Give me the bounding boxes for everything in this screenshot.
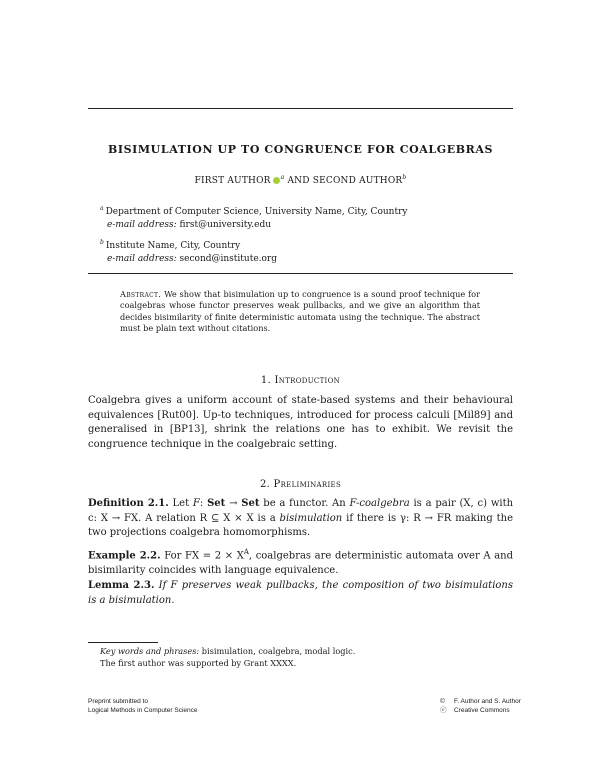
header-bottom-rule — [88, 273, 513, 274]
section-heading-preliminaries: 2. Preliminaries — [259, 479, 342, 490]
author-line — [88, 174, 513, 186]
definition-text-1: Let — [172, 498, 190, 509]
keywords: bisimulation, coalgebra, modal logic. — [201, 646, 356, 656]
preprint-line-1: Preprint submitted to — [88, 698, 148, 705]
email-a[interactable]: first@university.edu — [179, 220, 272, 230]
affiliation-a-name: Department of Computer Science, University Name, City, Country — [105, 207, 408, 217]
support-note: The first author was supported by Grant XXXX. — [100, 658, 297, 668]
second-author-sup: b — [402, 174, 407, 181]
footnote-rule — [88, 642, 158, 643]
copyright-holders: F. Author and S. Author — [454, 698, 521, 705]
keywords-label: Key words and phrases: — [100, 646, 200, 656]
lemma-text: If F preserves weak pullbacks, the composition of two bisimulations is a bisimulation. — [88, 580, 513, 606]
abstract-label: Abstract. — [120, 289, 162, 299]
affiliation-b-name: Institute Name, City, Country — [105, 241, 241, 251]
affiliation-a-sup: a — [100, 205, 104, 212]
definition-term-bisimulation: bisimulation — [279, 512, 343, 524]
definition-set-2: Set — [241, 498, 260, 509]
affiliation-b-sup: b — [100, 239, 104, 246]
copyright-notice — [440, 697, 521, 715]
definition-text-3: is a pair (X, c) with c: X → FX. A relation R ⊆ X × X is a — [88, 498, 514, 524]
second-author: SECOND AUTHOR — [312, 176, 403, 186]
example-label: Example 2.2. — [88, 550, 161, 562]
example-text-1: For FX = 2 × X — [164, 550, 244, 562]
section-heading-introduction: 1. Introduction — [260, 375, 341, 386]
affiliation-a — [100, 202, 407, 232]
intro-paragraph: Coalgebra gives a uniform account of state-based systems and their behavioural equivalences [Rut00]. Up-to techniques, introduced for process calculi [Mil89] and generalised in [BP13], shrink the relations one has to exhibit. We revisit the congruence technique in the coalgebraic setting. — [88, 395, 513, 450]
preprint-line-2: Logical Methods in Computer Science — [88, 707, 198, 714]
paper-title: BISIMULATION UP TO CONGRUENCE FOR COALGEBRAS — [107, 143, 494, 156]
license-text: Creative Commons — [454, 707, 510, 714]
email-label-b: e-mail address: — [107, 254, 177, 264]
email-b[interactable]: second@institute.org — [179, 254, 277, 264]
creative-commons-icon: ⓔ — [440, 707, 447, 714]
first-author: FIRST AUTHOR — [194, 176, 271, 186]
definition-text-4: if there is γ: R → FR making the two projections coalgebra homomorphisms. — [88, 512, 513, 538]
footnotes — [100, 645, 355, 669]
first-author-sup: a — [280, 174, 285, 181]
definition-2-1 — [88, 497, 513, 541]
example-superscript: A — [243, 548, 249, 556]
definition-functor: F — [192, 498, 200, 509]
definition-label: Definition 2.1. — [88, 498, 169, 509]
affiliation-b — [100, 236, 277, 266]
abstract-text: We show that bisimulation up to congruence is a sound proof technique for coalgebras whose functor preserves weak pullbacks, and we give an algorithm that decides bisimilarity of finite deterministic automata using the technique. The abstract must be plain text without citations. — [120, 289, 480, 334]
definition-set-1: Set — [207, 498, 226, 509]
preprint-notice — [88, 697, 197, 715]
definition-text-2: be a functor. An — [263, 498, 346, 509]
lemma-label: Lemma 2.3. — [88, 580, 155, 591]
abstract — [120, 289, 480, 335]
definition-arrow: → — [229, 498, 238, 509]
lemma-2-3 — [88, 579, 513, 608]
definition-term-coalgebra: F-coalgebra — [349, 498, 410, 509]
orcid-icon[interactable] — [273, 177, 280, 184]
definition-colon: : — [199, 498, 204, 509]
example-2-2 — [88, 545, 513, 578]
email-label-a: e-mail address: — [107, 220, 177, 230]
top-rule — [88, 108, 513, 109]
copyright-icon: © — [440, 698, 445, 705]
author-connector: AND — [287, 176, 310, 186]
example-text-2: , coalgebras are deterministic automata over A and bisimilarity coincides with language equivalence. — [88, 550, 513, 576]
